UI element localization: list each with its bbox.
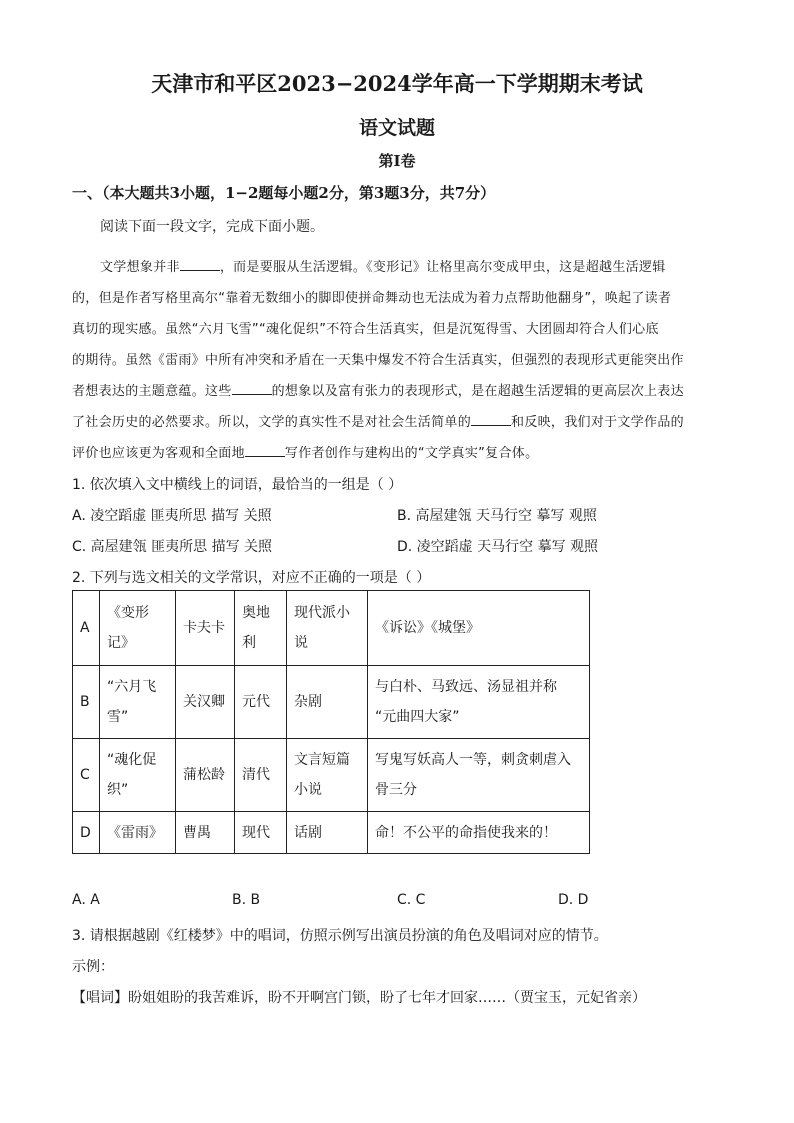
passage-line-1 [100,256,666,275]
cell-text: 奥地 [242,605,270,621]
cell-text: 雪” [107,709,129,725]
era-cell: 现代 [235,812,287,854]
genre-cell: 话剧 [287,812,368,854]
passage-text: 评价也应该更为客观和全面地 [72,446,245,461]
q1-option-d[interactable]: D. 凌空蹈虚 天马行空 摹写 观照 [397,539,599,555]
work-cell: 《雷雨》 [100,812,176,854]
passage-text: ，而是要服从生活逻辑。《变形记》让格里高尔变成甲虫，这是超越生活逻辑 [219,260,666,275]
blank-2 [232,394,272,395]
work-cell [100,739,176,812]
q2-option-a[interactable]: A. A [72,892,100,908]
question-1-stem: 1. 依次填入文中横线上的词语，最恰当的一组是（ ） [72,477,403,493]
cell-text: 骨三分 [375,782,417,798]
passage-text: 者想表达的主题意蕴。这些 [72,384,232,399]
work-cell [100,591,176,666]
passage-line-4: 的期待。虽然《雷雨》中所有冲突和矛盾在一天集中爆发不符合生活真实，但强烈的表现形式更能突出作 [72,353,684,368]
q2-option-c[interactable]: C. C [397,892,426,908]
cell-text: 与白朴、马致远、汤显祖并称 [375,679,557,695]
passage-line-3: 真切的现实感。虽然“六月飞雪”“魂化促织”不符合生活真实，但是沉冤得雪、大团圆却符合人们心底 [72,322,659,337]
option-cell: D [73,812,100,854]
q1-option-a[interactable]: A. 凌空蹈虚 匪夷所思 描写 关照 [72,508,272,524]
cell-text: 织” [107,782,129,798]
passage-text: 文学想象并非 [100,260,180,275]
cell-text: “六月飞 [107,679,157,695]
author-cell: 曹禺 [176,812,235,854]
passage-text: 写作者创作与建构出的“文学真实”复合体。 [284,446,539,461]
note-cell: 命！不公平的命指使我来的！ [368,812,590,854]
genre-cell [287,591,368,666]
literature-table [72,590,590,854]
passage-line-5 [72,380,684,399]
option-cell: A [73,591,100,666]
author-cell: 蒲松龄 [176,739,235,812]
q1-option-c[interactable]: C. 高屋建瓴 匪夷所思 描写 关照 [72,539,273,555]
question-2-stem: 2. 下列与选文相关的文学常识，对应不正确的一项是（ ） [72,570,431,586]
page-title: 天津市和平区2023−2024学年高一下学期期末考试 [151,71,643,96]
author-cell: 关汉卿 [176,666,235,739]
table-row [73,812,590,854]
passage-line-6 [72,411,684,430]
note-cell [368,739,590,812]
section-heading: 一、（本大题共3小题，1−2题每小题2分，第3题3分，共7分） [72,184,496,202]
table-row [73,666,590,739]
cell-text: 《变形 [107,605,149,621]
blank-1 [180,270,220,271]
passage-line-2: 的，但是作者写格里高尔“靠着无数细小的脚即使拼命舞动也无法成为着力点帮助他翻身”，唤起了读者 [72,291,672,306]
table-row [73,739,590,812]
q2-option-d[interactable]: D. D [558,892,589,908]
cell-text: “元曲四大家” [375,709,460,725]
q2-option-b[interactable]: B. B [232,892,261,908]
question-3-stem: 3. 请根据越剧《红楼梦》中的唱词，仿照示例写出演员扮演的角色及唱词对应的情节。 [72,928,608,944]
era-cell: 清代 [235,739,287,812]
cell-text: “魂化促 [107,752,157,768]
table-row [73,591,590,666]
example-text: 【唱词】盼姐姐盼的我苦难诉，盼不开啊宫门锁，盼了七年才回家……（贾宝玉，元妃省亲） [72,990,646,1006]
era-cell: 元代 [235,666,287,739]
blank-3 [471,425,511,426]
note-cell [368,666,590,739]
cell-text: 文言短篇 [294,752,350,768]
example-label: 示例： [72,959,114,975]
cell-text: 说 [294,635,308,651]
passage-text: 的想象以及富有张力的表现形式，是在超越生活逻辑的更高层次上表达 [271,384,684,399]
cell-text: 写鬼写妖高人一等，刺贪刺虐入 [375,752,571,768]
era-cell [235,591,287,666]
option-cell: B [73,666,100,739]
passage-line-7 [72,442,538,461]
cell-text: 现代派小 [294,605,350,621]
cell-text: 小说 [294,782,322,798]
author-cell: 卡夫卡 [176,591,235,666]
passage-text: 和反映，我们对于文学作品的 [511,415,684,430]
blank-4 [245,456,285,457]
page-subtitle: 语文试题 [358,117,435,139]
volume-label: 第Ⅰ卷 [378,152,416,170]
work-cell [100,666,176,739]
genre-cell: 杂剧 [287,666,368,739]
q1-option-b[interactable]: B. 高屋建瓴 天马行空 摹写 观照 [397,508,597,524]
passage-text: 了社会历史的必然要求。所以，文学的真实性不是对社会生活简单的 [72,415,472,430]
reading-instruction: 阅读下面一段文字，完成下面小题。 [100,219,324,235]
option-cell: C [73,739,100,812]
cell-text: 记》 [107,635,135,651]
cell-text: 利 [242,635,256,651]
genre-cell [287,739,368,812]
note-cell: 《诉讼》《城堡》 [368,591,590,666]
